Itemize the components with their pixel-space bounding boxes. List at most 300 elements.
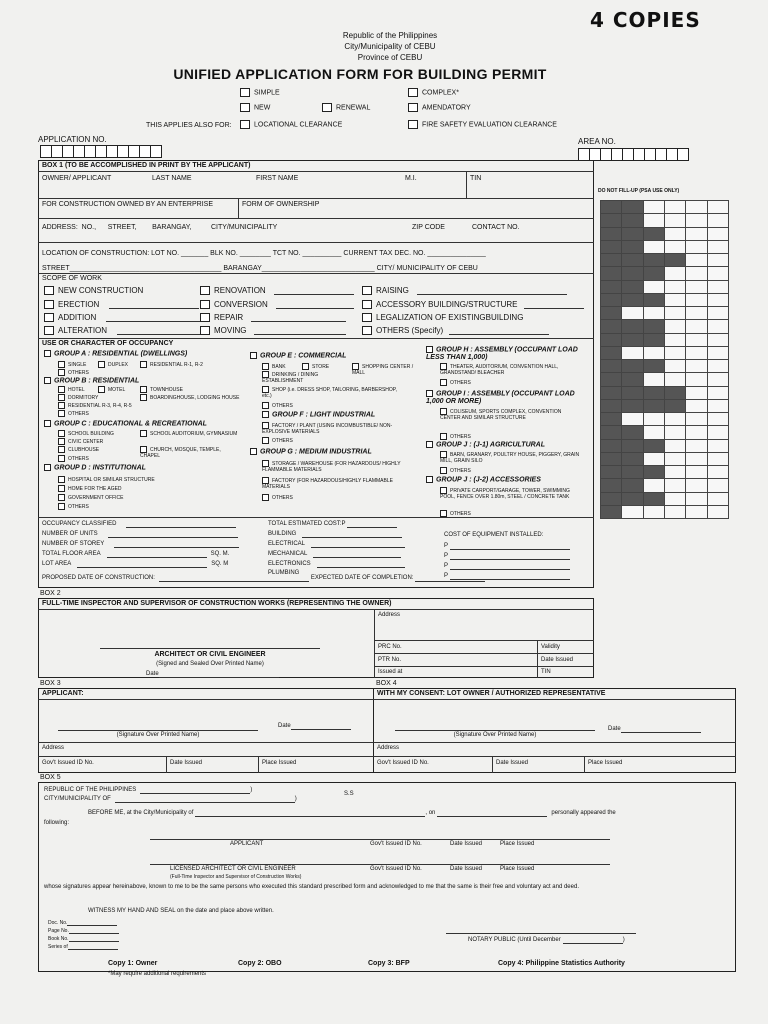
psa-grid-cell bbox=[707, 505, 729, 519]
psa-grid-cell bbox=[600, 372, 622, 386]
box5-date-issued-1: Date Issued bbox=[450, 841, 483, 847]
building-cost-label: BUILDING bbox=[268, 530, 402, 538]
ptr-label: PTR No. bbox=[378, 657, 402, 663]
psa-grid-cell bbox=[707, 412, 729, 426]
box4-label: BOX 4 bbox=[376, 680, 397, 687]
psa-grid-cell bbox=[643, 306, 665, 320]
gc-church[interactable]: CHURCH, MOSQUE, TEMPLE, CHAPEL bbox=[140, 446, 221, 459]
psa-grid-cell bbox=[600, 478, 622, 492]
box3-place-label: Place Issued bbox=[262, 760, 297, 766]
psa-grid-cell bbox=[643, 240, 665, 254]
gg-storage[interactable]: STORAGE / WAREHOUSE (FOR HAZARDOUS/ HIGHLY FLAMMABLE MATERIALS bbox=[262, 460, 401, 473]
group-f[interactable]: GROUP F : LIGHT INDUSTRIAL bbox=[262, 411, 375, 419]
psa-grid-cell bbox=[707, 227, 729, 241]
box5-city: CITY/MUNICIPALITY OF ) bbox=[44, 796, 297, 802]
psa-grid-cell bbox=[707, 465, 729, 479]
lot-area-label: LOT AREA SQ. M bbox=[42, 561, 229, 567]
psa-grid-cell bbox=[685, 213, 707, 227]
type-simple[interactable]: SIMPLE bbox=[240, 88, 280, 97]
psa-grid-cell bbox=[600, 319, 622, 333]
psa-grid-cell bbox=[643, 386, 665, 400]
psa-grid-cell bbox=[707, 346, 729, 360]
copy-bfp: Copy 3: BFP bbox=[368, 960, 410, 967]
gj2-others[interactable]: OTHERS bbox=[440, 510, 471, 517]
gd-others[interactable]: OTHERS bbox=[58, 503, 89, 510]
ge-shop[interactable]: SHOP (i.e. DRESS SHOP, TAILORING, BARBERSHOP, etc.) bbox=[262, 386, 397, 399]
psa-grid-cell bbox=[707, 213, 729, 227]
psa-label: DO NOT FILL-UP (PSA USE ONLY) bbox=[598, 188, 680, 194]
psa-grid-cell bbox=[707, 386, 729, 400]
storey-label: NUMBER OF STOREY bbox=[42, 540, 239, 548]
psa-grid-cell bbox=[643, 478, 665, 492]
psa-grid-cell bbox=[621, 372, 643, 386]
box3-date: Date bbox=[278, 722, 351, 730]
psa-grid-cell bbox=[707, 492, 729, 506]
psa-grid-cell bbox=[664, 492, 686, 506]
contact-label: CONTACT NO. bbox=[472, 224, 520, 231]
psa-grid-cell bbox=[600, 346, 622, 360]
psa-grid-cell bbox=[707, 200, 729, 214]
gg-factory[interactable]: FACTORY (FOR HAZARDOUS/HIGHLY FLAMMABLE MATERIALS bbox=[262, 477, 393, 490]
psa-grid-cell bbox=[643, 425, 665, 439]
form-ownership-label: FORM OF OWNERSHIP bbox=[242, 201, 320, 208]
area-no-label: AREA NO. bbox=[578, 137, 616, 146]
psa-grid-cell bbox=[685, 240, 707, 254]
box3-sig-label: (Signature Over Printed Name) bbox=[116, 732, 200, 738]
gg-others[interactable]: OTHERS bbox=[262, 494, 293, 501]
checkbox[interactable] bbox=[408, 103, 418, 112]
type-renewal[interactable]: RENEWAL bbox=[322, 103, 370, 112]
gc-others[interactable]: OTHERS bbox=[58, 455, 89, 462]
psa-grid-cell bbox=[685, 505, 707, 519]
psa-grid-cell bbox=[664, 439, 686, 453]
ge-others[interactable]: OTHERS bbox=[262, 402, 293, 409]
scope-moving[interactable]: MOVING bbox=[200, 326, 346, 335]
psa-grid-cell bbox=[643, 227, 665, 241]
psa-grid-cell bbox=[643, 359, 665, 373]
box5-licensed: LICENSED ARCHITECT OR CIVIL ENGINEER bbox=[170, 866, 296, 872]
psa-grid-cell bbox=[685, 346, 707, 360]
scope-repair[interactable]: REPAIR bbox=[200, 313, 346, 322]
psa-grid-cell bbox=[600, 492, 622, 506]
box5-applicant: APPLICANT bbox=[230, 841, 264, 847]
psa-grid-cell bbox=[707, 333, 729, 347]
group-a[interactable]: GROUP A : RESIDENTIAL (DWELLINGS) bbox=[44, 350, 244, 358]
psa-grid-cell bbox=[707, 425, 729, 439]
type-fire-safety[interactable]: FIRE SAFETY EVALUATION CLEARANCE bbox=[408, 120, 557, 129]
psa-grid-cell bbox=[685, 359, 707, 373]
gf-factory[interactable]: FACTORY / PLANT (USING INCOMBUSTIBLE/ NON-EXPLOSIVE MATERIALS bbox=[262, 422, 393, 435]
psa-grid-cell bbox=[600, 333, 622, 347]
group-i[interactable]: GROUP I : ASSEMBLY (OCCUPANT LOAD 1,000 OR MORE) bbox=[426, 390, 575, 406]
psa-grid-cell bbox=[707, 359, 729, 373]
psa-grid-cell bbox=[600, 359, 622, 373]
gd-government[interactable]: GOVERNMENT OFFICE bbox=[58, 494, 123, 501]
psa-grid-cell bbox=[685, 492, 707, 506]
psa-grid-cell bbox=[600, 253, 622, 267]
plumbing-cost-label: PLUMBING bbox=[268, 570, 300, 576]
group-e[interactable]: GROUP E : COMMERCIAL bbox=[250, 352, 346, 360]
type-locational[interactable]: LOCATIONAL CLEARANCE bbox=[240, 120, 342, 129]
gc-clubhouse[interactable]: CLUBHOUSE bbox=[58, 446, 99, 453]
gj2-carport[interactable]: PRIVATE CARPORT/GARAGE, TOWER, SWIMMING POOL, FENCE OVER 1.80m, STEEL / CONCRETE TANK bbox=[440, 487, 570, 500]
electronics-cost-label: ELECTRONICS bbox=[268, 560, 405, 568]
ge-dining[interactable]: DRINKING / DINING ESTABLISHMENT bbox=[262, 371, 319, 384]
gb-hotel[interactable]: HOTEL bbox=[58, 386, 85, 393]
psa-grid-cell bbox=[707, 280, 729, 294]
psa-grid-cell bbox=[621, 280, 643, 294]
psa-grid-cell bbox=[643, 346, 665, 360]
box5-label: BOX 5 bbox=[40, 774, 61, 781]
group-h[interactable]: GROUP H : ASSEMBLY (OCCUPANT LOAD LESS THAN 1,000) bbox=[426, 346, 578, 362]
psa-grid bbox=[600, 200, 728, 518]
validity-label: Validity bbox=[541, 644, 560, 650]
handwritten-copies-note: 4 COPIES bbox=[590, 8, 701, 32]
psa-grid-cell bbox=[621, 505, 643, 519]
owner-label: OWNER/ APPLICANT bbox=[42, 175, 112, 182]
floor-area-label: TOTAL FLOOR AREA SQ. M. bbox=[42, 551, 230, 557]
psa-grid-cell bbox=[664, 227, 686, 241]
psa-grid-cell bbox=[685, 333, 707, 347]
gj1-others[interactable]: OTHERS bbox=[440, 467, 471, 474]
psa-grid-cell bbox=[664, 465, 686, 479]
gc-auditorium[interactable]: SCHOOL AUDITORIUM, GYMNASIUM bbox=[140, 430, 240, 437]
psa-grid-cell bbox=[707, 452, 729, 466]
box5-licensed-sub: (Full-Time Inspector and Supervisor of Construction Works) bbox=[170, 874, 302, 880]
gd-home-aged[interactable]: HOME FOR THE AGED bbox=[58, 485, 122, 492]
box5-witness: WITNESS MY HAND AND SEAL on the date and place above written. bbox=[88, 908, 274, 914]
ga-others[interactable]: OTHERS bbox=[58, 369, 89, 376]
ge-store[interactable]: STORE bbox=[302, 363, 329, 370]
psa-grid-cell bbox=[664, 253, 686, 267]
units-label: NUMBER OF UNITS bbox=[42, 530, 238, 538]
psa-grid-cell bbox=[600, 399, 622, 413]
gb-boardinghouse[interactable]: BOARDINGHOUSE, LODGING HOUSE bbox=[140, 394, 240, 401]
psa-grid-cell bbox=[685, 319, 707, 333]
psa-grid-cell bbox=[600, 425, 622, 439]
psa-grid-cell bbox=[685, 425, 707, 439]
gb-dormitory[interactable]: DORMITORY bbox=[58, 394, 98, 401]
psa-grid-cell bbox=[685, 266, 707, 280]
prc-label: PRC No. bbox=[378, 644, 402, 650]
location-label: LOCATION OF CONSTRUCTION: LOT NO. _______ BLK NO. ________ TCT NO. __________ CURRENT TAX DEC. NO. _______________ bbox=[42, 250, 486, 257]
psa-grid-cell bbox=[643, 492, 665, 506]
psa-grid-cell bbox=[664, 478, 686, 492]
box5-date-issued-2: Date Issued bbox=[450, 866, 483, 872]
gb-motel[interactable]: MOTEL bbox=[98, 386, 125, 393]
psa-grid-cell bbox=[621, 240, 643, 254]
scope-erection[interactable]: ERECTION bbox=[44, 300, 199, 309]
gc-school[interactable]: SCHOOL BUILDING bbox=[58, 430, 114, 437]
psa-grid-cell bbox=[621, 492, 643, 506]
box4-place-label: Place Issued bbox=[588, 760, 623, 766]
scope-new[interactable]: NEW CONSTRUCTION bbox=[44, 286, 143, 295]
scope-conversion[interactable]: CONVERSION bbox=[200, 300, 354, 309]
tin-label: TIN bbox=[470, 175, 482, 182]
psa-grid-cell bbox=[600, 412, 622, 426]
psa-grid-cell bbox=[621, 439, 643, 453]
equip-p2[interactable]: P bbox=[444, 552, 570, 560]
psa-grid-cell bbox=[707, 266, 729, 280]
psa-grid-cell bbox=[707, 293, 729, 307]
application-no-label: APPLICATION NO. bbox=[38, 135, 107, 144]
box2-tin-label: TIN bbox=[541, 669, 551, 675]
form-title: UNIFIED APPLICATION FORM FOR BUILDING PERMIT bbox=[173, 66, 547, 82]
zip-label: ZIP CODE bbox=[412, 224, 445, 231]
scope-others[interactable]: OTHERS (Specify) bbox=[362, 326, 549, 335]
checkbox[interactable] bbox=[240, 120, 250, 129]
checkbox[interactable] bbox=[408, 88, 418, 97]
psa-grid-cell bbox=[664, 359, 686, 373]
psa-grid-cell bbox=[621, 399, 643, 413]
electrical-cost-label: ELECTRICAL bbox=[268, 540, 405, 548]
psa-grid-cell bbox=[621, 213, 643, 227]
box3-gov-id-label: Gov't Issued ID No. bbox=[42, 760, 94, 766]
gc-civic[interactable]: CIVIC CENTER bbox=[58, 438, 103, 445]
psa-grid-cell bbox=[664, 266, 686, 280]
psa-grid-cell bbox=[685, 439, 707, 453]
psa-grid-cell bbox=[707, 240, 729, 254]
applies-label: THIS APPLIES ALSO FOR: bbox=[146, 122, 232, 129]
header-republic: Republic of the Philippines bbox=[342, 31, 438, 40]
ge-bank[interactable]: BANK bbox=[262, 363, 286, 370]
box5-following: following: bbox=[44, 820, 70, 826]
scope-raising[interactable]: RAISING bbox=[362, 286, 567, 295]
equip-p4[interactable]: P bbox=[444, 572, 570, 580]
psa-grid-cell bbox=[664, 200, 686, 214]
gi-coliseum[interactable]: COLISEUM, SPORTS COMPLEX, CONVENTION CENTER AND SIMILAR STRUCTURE bbox=[440, 408, 562, 421]
proposed-date-label: PROPOSED DATE OF CONSTRUCTION: EXPECTED DATE OF COMPLETION: bbox=[42, 574, 485, 582]
gd-hospital[interactable]: HOSPITAL OR SIMILAR STRUCTURE bbox=[58, 476, 155, 483]
psa-grid-cell bbox=[685, 253, 707, 267]
psa-grid-cell bbox=[685, 465, 707, 479]
psa-grid-cell bbox=[600, 266, 622, 280]
psa-grid-cell bbox=[707, 478, 729, 492]
equip-p1[interactable]: P bbox=[444, 542, 570, 550]
psa-grid-cell bbox=[643, 200, 665, 214]
psa-grid-cell bbox=[621, 306, 643, 320]
psa-grid-cell bbox=[621, 333, 643, 347]
psa-grid-cell bbox=[600, 280, 622, 294]
psa-grid-cell bbox=[600, 386, 622, 400]
header-city: City/Municipality of CEBU bbox=[344, 42, 436, 51]
psa-grid-cell bbox=[600, 439, 622, 453]
psa-grid-cell bbox=[643, 213, 665, 227]
gh-others[interactable]: OTHERS bbox=[440, 379, 471, 386]
group-g[interactable]: GROUP G : MEDIUM INDUSTRIAL bbox=[250, 448, 372, 456]
psa-grid-cell bbox=[643, 505, 665, 519]
psa-grid-cell bbox=[707, 399, 729, 413]
box4-gov-id-label: Gov't Issued ID No. bbox=[377, 760, 429, 766]
ga-residential[interactable]: RESIDENTIAL R-1, R-2 bbox=[140, 361, 203, 368]
checkbox[interactable] bbox=[240, 103, 250, 112]
box5-place-2: Place Issued bbox=[500, 866, 535, 872]
box5-place-1: Place Issued bbox=[500, 841, 535, 847]
group-c[interactable]: GROUP C : EDUCATIONAL & RECREATIONAL bbox=[44, 420, 254, 428]
psa-grid-cell bbox=[600, 227, 622, 241]
psa-grid-cell bbox=[621, 319, 643, 333]
type-amendatory[interactable]: AMENDATORY bbox=[408, 103, 471, 112]
psa-grid-cell bbox=[621, 200, 643, 214]
psa-grid-cell bbox=[621, 293, 643, 307]
psa-grid-cell bbox=[643, 266, 665, 280]
box4-date-issued-label: Date Issued bbox=[496, 760, 529, 766]
copy-owner: Copy 1: Owner bbox=[108, 960, 158, 967]
psa-grid-cell bbox=[643, 280, 665, 294]
psa-grid-cell bbox=[621, 465, 643, 479]
total-cost-label: TOTAL ESTIMATED COST:P bbox=[268, 520, 397, 528]
box2-date-issued-label: Date Issued bbox=[541, 657, 574, 663]
psa-grid-cell bbox=[600, 306, 622, 320]
psa-grid-cell bbox=[685, 280, 707, 294]
copy-obo: Copy 2: OBO bbox=[238, 960, 282, 967]
gi-others[interactable]: OTHERS bbox=[440, 433, 471, 440]
psa-grid-cell bbox=[643, 439, 665, 453]
box5-before: BEFORE ME, at the City/Municipality of , on personally appeared the bbox=[88, 810, 616, 816]
street-label: STREET_______________________________________ BARANGAY_____________________________ CITY/ MUNICIPALITY OF CEBU bbox=[42, 265, 478, 272]
psa-grid-cell bbox=[643, 333, 665, 347]
box4-address-label: Address bbox=[377, 745, 400, 751]
box3-address-label: Address bbox=[42, 745, 65, 751]
psa-grid-cell bbox=[643, 399, 665, 413]
psa-grid-cell bbox=[664, 240, 686, 254]
psa-grid-cell bbox=[621, 227, 643, 241]
checkbox[interactable] bbox=[408, 120, 418, 129]
box2-address-label: Address bbox=[378, 612, 401, 618]
psa-grid-cell bbox=[643, 465, 665, 479]
applicant-label: APPLICANT: bbox=[42, 690, 84, 697]
psa-grid-cell bbox=[664, 425, 686, 439]
psa-grid-cell bbox=[664, 452, 686, 466]
psa-grid-cell bbox=[600, 465, 622, 479]
psa-grid-cell bbox=[685, 412, 707, 426]
psa-grid-cell bbox=[664, 346, 686, 360]
ga-single[interactable]: SINGLE bbox=[58, 361, 86, 368]
psa-grid-cell bbox=[685, 478, 707, 492]
psa-grid-cell bbox=[600, 293, 622, 307]
group-b[interactable]: GROUP B : RESIDENTIAL bbox=[44, 377, 244, 385]
box5-whose: whose signatures appear hereinabove, known to me to be the same persons who executed this standard prescribed form and acknowledged to me that the same is their free and voluntary act and deed. bbox=[44, 884, 579, 890]
psa-grid-cell bbox=[685, 452, 707, 466]
psa-grid-cell bbox=[600, 213, 622, 227]
box3-date-issued-label: Date Issued bbox=[170, 760, 203, 766]
psa-grid-cell bbox=[685, 293, 707, 307]
psa-grid-cell bbox=[664, 280, 686, 294]
box5-ss: S.S bbox=[344, 791, 354, 797]
gb-townhouse[interactable]: TOWNHOUSE bbox=[140, 386, 183, 393]
architect-label: ARCHITECT OR CIVIL ENGINEER bbox=[154, 651, 266, 658]
box5-gov-1: Gov't Issued ID No. bbox=[370, 841, 422, 847]
gh-theater[interactable]: THEATER, AUDITORIUM, CONVENTION HALL, GRANDSTAND/ BLEACHER bbox=[440, 363, 559, 376]
type-complex[interactable]: COMPLEX* bbox=[408, 88, 459, 97]
copy-psa: Copy 4: Philippine Statistics Authority bbox=[498, 960, 625, 967]
psa-grid-cell bbox=[643, 293, 665, 307]
psa-grid-cell bbox=[685, 306, 707, 320]
occ-classified-label: OCCUPANCY CLASSIFIED bbox=[42, 520, 236, 528]
gb-others[interactable]: OTHERS bbox=[58, 410, 89, 417]
psa-grid-cell bbox=[707, 372, 729, 386]
scope-renovation[interactable]: RENOVATION bbox=[200, 286, 354, 295]
gb-residential[interactable]: RESIDENTIAL R-3, R-4, R-5 bbox=[58, 402, 132, 409]
psa-grid-cell bbox=[707, 306, 729, 320]
psa-grid-cell bbox=[621, 478, 643, 492]
psa-grid-cell bbox=[664, 412, 686, 426]
psa-grid-cell bbox=[664, 293, 686, 307]
group-d[interactable]: GROUP D : INSTITUTIONAL bbox=[44, 464, 146, 472]
box5-republic: REPUBLIC OF THE PHILIPPINES ) bbox=[44, 787, 253, 793]
psa-grid-cell bbox=[707, 253, 729, 267]
psa-grid-cell bbox=[643, 253, 665, 267]
address-label: ADDRESS: NO., STREET, BARANGAY, CITY/MUNICIPALITY bbox=[42, 224, 278, 231]
last-name-label: LAST NAME bbox=[152, 175, 192, 182]
psa-grid-cell bbox=[664, 333, 686, 347]
psa-grid-cell bbox=[664, 319, 686, 333]
psa-grid-cell bbox=[621, 346, 643, 360]
psa-grid-cell bbox=[600, 240, 622, 254]
page-no: Page No. bbox=[48, 928, 119, 934]
enterprise-label: FOR CONSTRUCTION OWNED BY AN ENTERPRISE bbox=[42, 201, 213, 208]
scope-title: SCOPE OF WORK bbox=[42, 275, 102, 282]
box2-date-label: Date bbox=[146, 670, 279, 678]
header-province: Province of CEBU bbox=[357, 53, 423, 62]
issued-at-label: Issued at bbox=[378, 669, 403, 675]
occupancy-title: USE OR CHARACTER OF OCCUPANCY bbox=[42, 340, 174, 347]
equip-p3[interactable]: P bbox=[444, 562, 570, 570]
psa-grid-cell bbox=[707, 439, 729, 453]
psa-grid-cell bbox=[664, 213, 686, 227]
psa-grid-cell bbox=[600, 452, 622, 466]
box5-gov-2: Gov't Issued ID No. bbox=[370, 866, 422, 872]
scope-legalization[interactable]: LEGALIZATION OF EXISTINGBUILDING bbox=[362, 313, 523, 322]
box2-title: FULL-TIME INSPECTOR AND SUPERVISOR OF CONSTRUCTION WORKS (REPRESENTING THE OWNER) bbox=[42, 600, 392, 607]
scope-accessory[interactable]: ACCESSORY BUILDING/STRUCTURE bbox=[362, 300, 584, 309]
psa-grid-cell bbox=[600, 505, 622, 519]
psa-grid-cell bbox=[685, 372, 707, 386]
area-no-cells[interactable] bbox=[578, 148, 688, 166]
group-j1[interactable]: GROUP J : (J-1) AGRICULTURAL bbox=[426, 441, 591, 449]
scope-addition[interactable]: ADDITION bbox=[44, 313, 201, 322]
psa-grid-cell bbox=[621, 412, 643, 426]
ge-shopping[interactable]: SHOPPING CENTER / MALL bbox=[352, 363, 414, 376]
psa-grid-cell bbox=[664, 505, 686, 519]
box4-sig-label: (Signature Over Printed Name) bbox=[453, 732, 537, 738]
doc-no: Doc. No. bbox=[48, 920, 117, 926]
signed-sealed-label: (Signed and Sealed Over Printed Name) bbox=[156, 661, 264, 667]
gj1-barn[interactable]: BARN, GRANARY, POULTRY HOUSE, PIGGERY, GRAIN MILL, GRAIN SILO bbox=[440, 451, 580, 464]
psa-grid-cell bbox=[643, 372, 665, 386]
psa-grid-cell bbox=[621, 253, 643, 267]
consent-label: WITH MY CONSENT: LOT OWNER / AUTHORIZED REPRESENTATIVE bbox=[377, 690, 606, 697]
type-new[interactable]: NEW bbox=[240, 103, 270, 112]
scope-alteration[interactable]: ALTERATION bbox=[44, 326, 202, 335]
psa-grid-cell bbox=[621, 386, 643, 400]
gf-others[interactable]: OTHERS bbox=[262, 437, 293, 444]
checkbox[interactable] bbox=[322, 103, 332, 112]
psa-grid-cell bbox=[621, 359, 643, 373]
box1-title: BOX 1 (TO BE ACCOMPLISHED IN PRINT BY THE APPLICANT) bbox=[42, 162, 251, 169]
psa-grid-cell bbox=[685, 386, 707, 400]
psa-grid-cell bbox=[664, 372, 686, 386]
checkbox[interactable] bbox=[240, 88, 250, 97]
psa-grid-cell bbox=[621, 452, 643, 466]
first-name-label: FIRST NAME bbox=[256, 175, 299, 182]
box4-date: Date bbox=[608, 725, 701, 733]
mechanical-cost-label: MECHANICAL bbox=[268, 550, 401, 558]
group-j2[interactable]: GROUP J : (J-2) ACCESSORIES bbox=[426, 476, 591, 484]
ga-duplex[interactable]: DUPLEX bbox=[98, 361, 128, 368]
psa-grid-cell bbox=[621, 425, 643, 439]
series-of: Series of bbox=[48, 944, 118, 950]
